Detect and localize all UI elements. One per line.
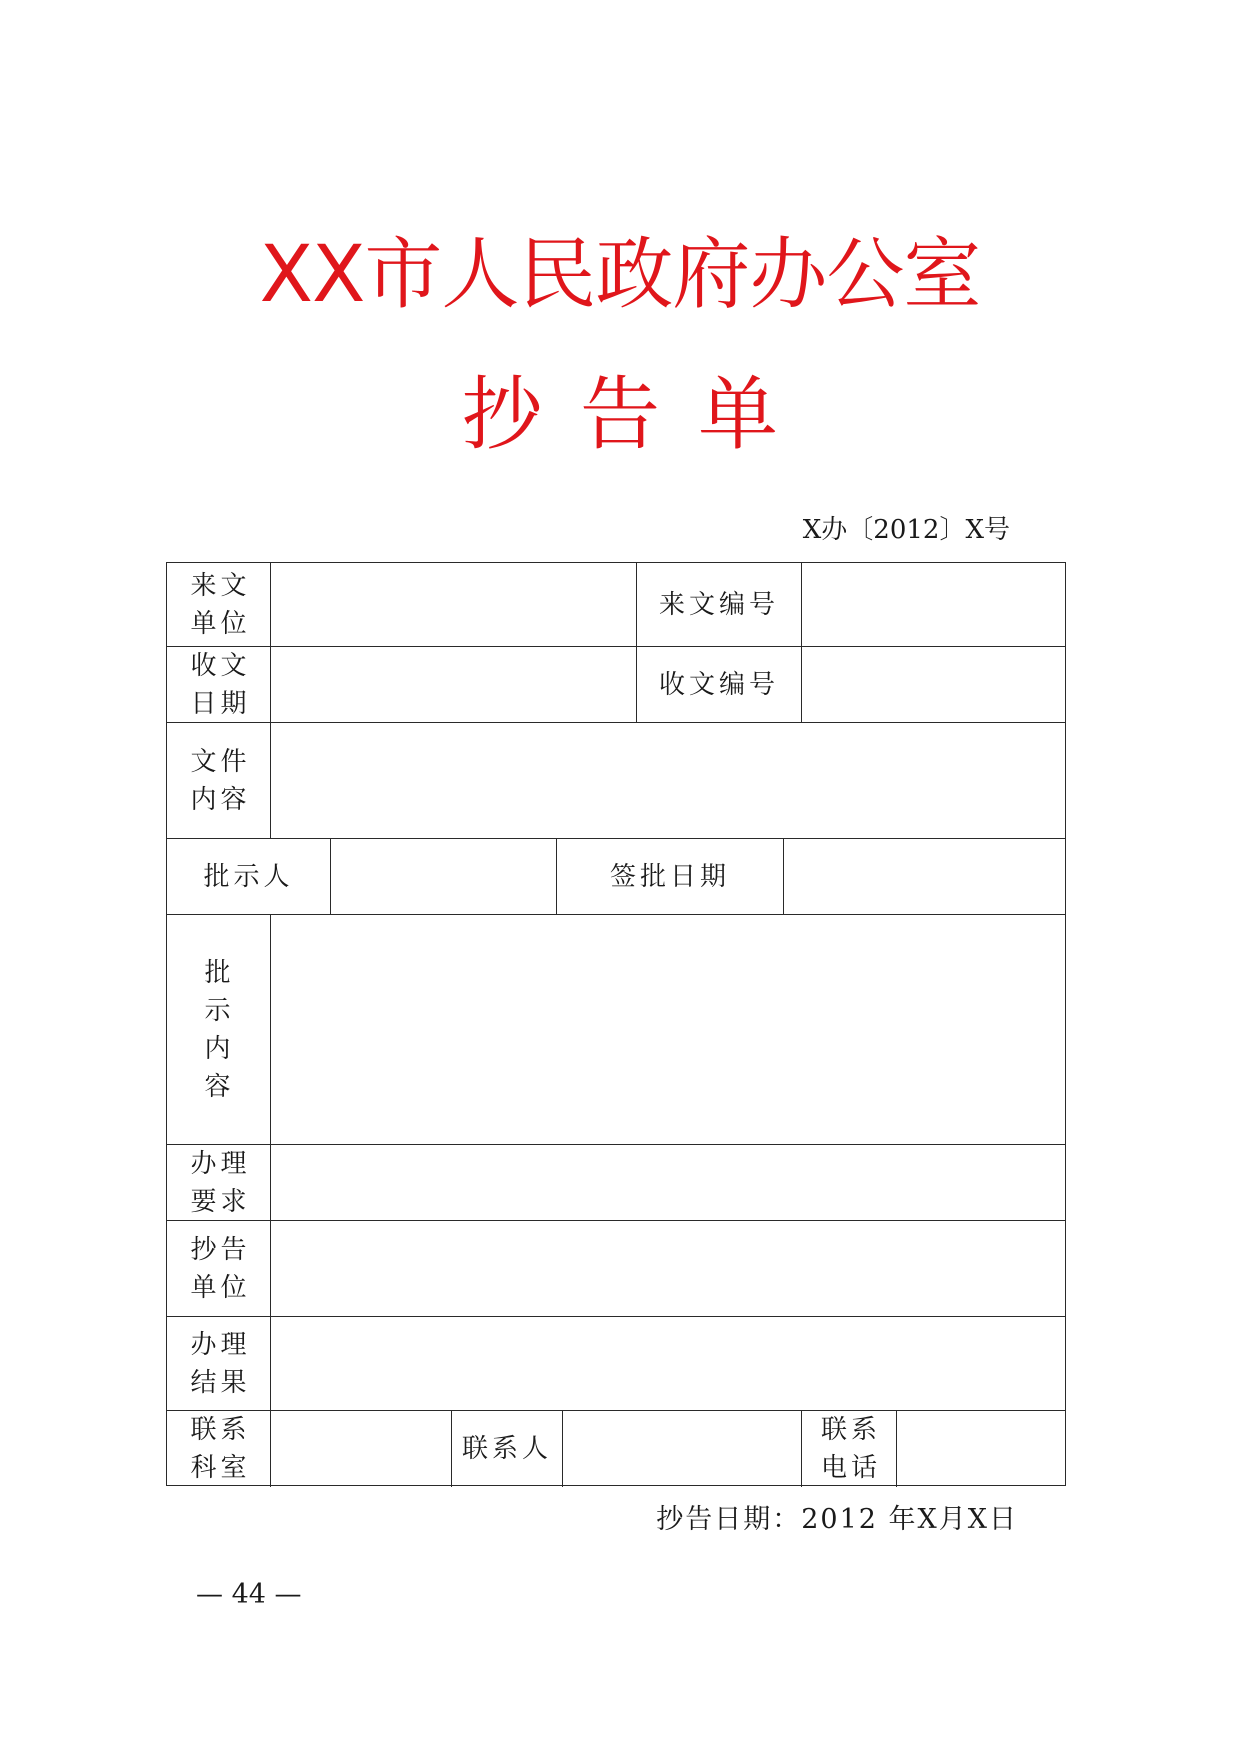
approval-date-label-cell	[557, 839, 784, 914]
row-file-content	[167, 723, 1065, 839]
row-receive	[167, 647, 1065, 723]
approval-date-label: 签批日期	[609, 861, 730, 892]
cc-unit-field[interactable]	[271, 1221, 1065, 1316]
contact-phone-field[interactable]	[897, 1411, 1065, 1487]
contact-dept-label-cell	[167, 1411, 271, 1487]
approver-label: 批示人	[203, 861, 294, 892]
result-field[interactable]	[271, 1317, 1065, 1410]
source-number-label-cell	[637, 563, 802, 646]
contact-person-label-cell	[452, 1411, 563, 1487]
row-cc-unit	[167, 1221, 1065, 1317]
approver-field[interactable]	[331, 839, 557, 914]
contact-person-field[interactable]	[563, 1411, 802, 1487]
contact-dept-field[interactable]	[271, 1411, 452, 1487]
cc-unit-label-cell	[167, 1221, 271, 1316]
receive-number-label-cell	[637, 647, 802, 722]
contact-phone-label-cell	[802, 1411, 897, 1487]
approval-content-label-cell	[167, 915, 271, 1144]
result-label: 办理结果	[190, 1329, 251, 1398]
row-contact	[167, 1411, 1065, 1487]
contact-person-label: 联系人	[461, 1434, 552, 1464]
source-unit-label: 来文单位	[190, 570, 251, 639]
file-content-field[interactable]	[271, 723, 1065, 838]
cc-form-table	[166, 562, 1066, 1486]
row-source	[167, 563, 1065, 647]
approver-label-cell	[167, 839, 331, 914]
cc-date-line: 抄告日期：2012 年X月X日	[656, 1504, 1018, 1535]
source-number-field[interactable]	[802, 563, 1065, 646]
row-requirements	[167, 1145, 1065, 1221]
approval-content-label: 批示内容	[204, 957, 235, 1102]
file-content-label: 文件内容	[190, 746, 251, 815]
receive-number-label: 收文编号	[658, 669, 779, 700]
source-number-label: 来文编号	[658, 589, 779, 620]
approval-content-field[interactable]	[271, 915, 1065, 1144]
document-number: X办〔2012〕X号	[802, 515, 1010, 545]
doc-type-title: 抄告单	[462, 368, 816, 461]
org-title: XX市人民政府办公室	[259, 230, 981, 320]
receive-number-field[interactable]	[802, 647, 1065, 722]
receive-date-label: 收文日期	[190, 650, 251, 719]
requirements-label-cell	[167, 1145, 271, 1220]
source-unit-label-cell	[167, 563, 271, 646]
approval-date-field[interactable]	[784, 839, 1065, 914]
contact-dept-label: 联系科室	[190, 1415, 251, 1483]
receive-date-label-cell	[167, 647, 271, 722]
source-unit-field[interactable]	[271, 563, 637, 646]
cc-unit-label: 抄告单位	[190, 1234, 251, 1303]
row-approver	[167, 839, 1065, 915]
page-number: — 44 —	[196, 1579, 302, 1610]
row-result	[167, 1317, 1065, 1411]
row-approval-content	[167, 915, 1065, 1145]
requirements-field[interactable]	[271, 1145, 1065, 1220]
result-label-cell	[167, 1317, 271, 1410]
receive-date-field[interactable]	[271, 647, 637, 722]
contact-phone-label: 联系电话	[821, 1415, 882, 1483]
file-content-label-cell	[167, 723, 271, 838]
requirements-label: 办理要求	[190, 1148, 251, 1217]
